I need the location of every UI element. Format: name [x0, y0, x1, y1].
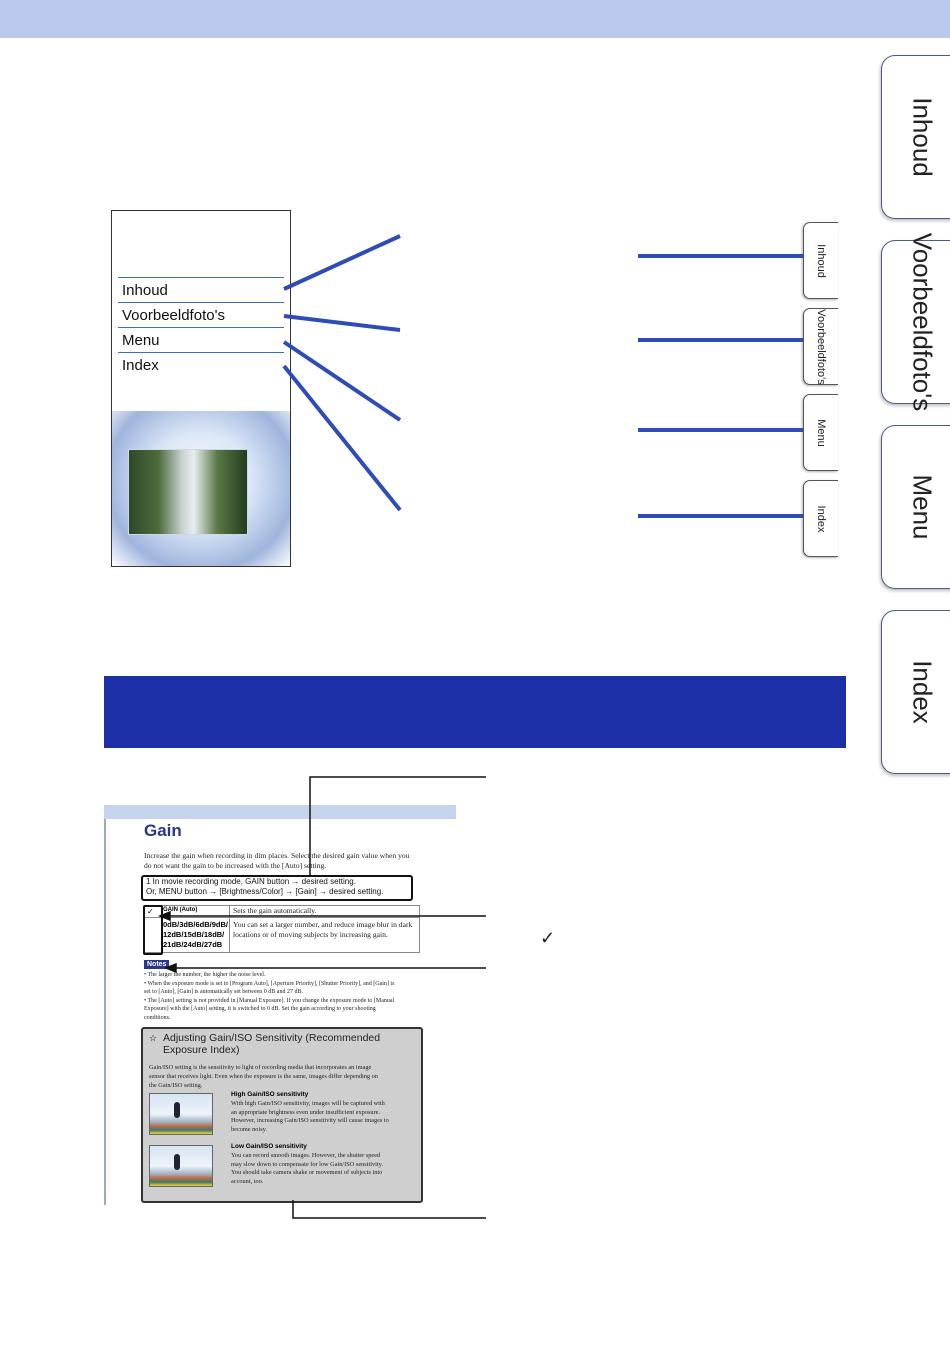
- tip-body-line: Gain/ISO setting is the sensitivity to light of recording media that incorporates an image: [149, 1064, 372, 1071]
- mini-tab-label: Menu: [815, 418, 827, 447]
- callout-arrow-checkmark: [160, 912, 170, 920]
- notes-line: Exposure] with the [Auto] setting, it is switched to 0 dB. Set the gain according to your shooting: [144, 1006, 376, 1012]
- tab-index-label: Index: [907, 660, 938, 724]
- mini-tab-label: Voorbeeldfoto's: [815, 308, 827, 385]
- notes-line: • The larger the number, the higher the noise level.: [144, 972, 266, 978]
- table-row1-desc: Sets the gain automatically.: [233, 906, 317, 915]
- lightbulb-icon: ☆: [149, 1033, 158, 1043]
- tip-title-line: Exposure Index): [163, 1044, 240, 1056]
- mini-tab-label: Index: [815, 505, 827, 532]
- callout-line-operation: [310, 777, 486, 875]
- sample-intro-line: Increase the gain when recording in dim places. Select the desired gain value when you: [144, 851, 410, 860]
- tip-high-line: However, increasing Gain/ISO sensitivity will cause images to: [231, 1117, 389, 1124]
- tab-menu-label: Menu: [907, 474, 938, 540]
- sample-page-title: Gain: [144, 821, 182, 840]
- table-row1-label: GAIN (Auto): [163, 907, 198, 913]
- sample-intro-line: do not want the gain to be increased with the [Auto] setting.: [144, 861, 327, 870]
- notes-line: set to [Auto], [Gain] is automatically set between 0 dB and 27 dB.: [144, 989, 303, 995]
- panel-item-label: Index: [122, 357, 159, 374]
- checkmark-icon: ✓: [540, 928, 556, 948]
- callout-line-tip: [293, 1200, 486, 1218]
- notes-line: • When the exposure mode is set to [Program Auto], [Aperture Priority], [Shutter Priority], and [Gain] is: [144, 980, 395, 987]
- table-row2-desc-line: locations or of moving subjects by increasing gain.: [233, 930, 388, 939]
- tip-low-line: account, too.: [231, 1177, 264, 1185]
- notes-label: Notes: [144, 960, 169, 969]
- callout-arrow-notes: [166, 964, 176, 972]
- tip-low-title: Low Gain/ISO sensitivity: [231, 1143, 307, 1150]
- table-row2-label-line: 0dB/3dB/6dB/9dB/: [163, 920, 229, 929]
- notes-line: conditions.: [144, 1014, 171, 1021]
- tip-body-line: sensor that receives light. Even when the exposure is the same, images differ depending on: [149, 1073, 378, 1080]
- table-row2-label-line: 12dB/15dB/18dB/: [163, 930, 225, 939]
- mini-tab-label: Inhoud: [815, 243, 827, 278]
- tip-high-line: become noisy.: [231, 1125, 267, 1133]
- panel-item-label: Inhoud: [122, 282, 168, 299]
- sample-operation-line: Or, MENU button → [Brightness/Color] → [Gain] → desired setting.: [146, 887, 384, 896]
- tip-high-title: High Gain/ISO sensitivity: [231, 1091, 309, 1098]
- tip-high-line: an appropriate brightness even under insufficient exposure.: [231, 1108, 381, 1116]
- tip-title-line: Adjusting Gain/ISO Sensitivity (Recommended: [163, 1032, 381, 1044]
- tip-low-line: may slow down to compensate for low Gain/ISO sensitivity.: [231, 1160, 383, 1168]
- table-row2-desc-line: You can set a larger number, and reduce image blur in dark: [233, 920, 413, 929]
- tip-low-line: You can record smooth images. However, the shutter speed: [231, 1152, 381, 1159]
- table-row2-label-line: 21dB/24dB/27dB: [163, 940, 223, 949]
- tip-body-line: the Gain/ISO setting.: [149, 1082, 203, 1089]
- tip-high-line: With high Gain/ISO sensitivity, images will be captured with: [231, 1100, 385, 1107]
- panel-item-label: Menu: [122, 332, 160, 349]
- tab-inhoud-label: Inhoud: [907, 97, 938, 177]
- tip-low-line: You should take camera shake or movement of subjects into: [231, 1169, 383, 1176]
- panel-item-label: Voorbeeldfoto's: [122, 307, 225, 324]
- sample-operation-line: 1 In movie recording mode, GAIN button → desired setting.: [146, 877, 356, 886]
- table-checkmark-icon: ✓: [147, 907, 154, 916]
- notes-line: • The [Auto] setting is not provided in [Manual Exposure]. If you change the exposure mode to [Manual: [144, 997, 395, 1004]
- tab-voorbeeldfotos-label: Voorbeeldfoto's: [907, 232, 938, 412]
